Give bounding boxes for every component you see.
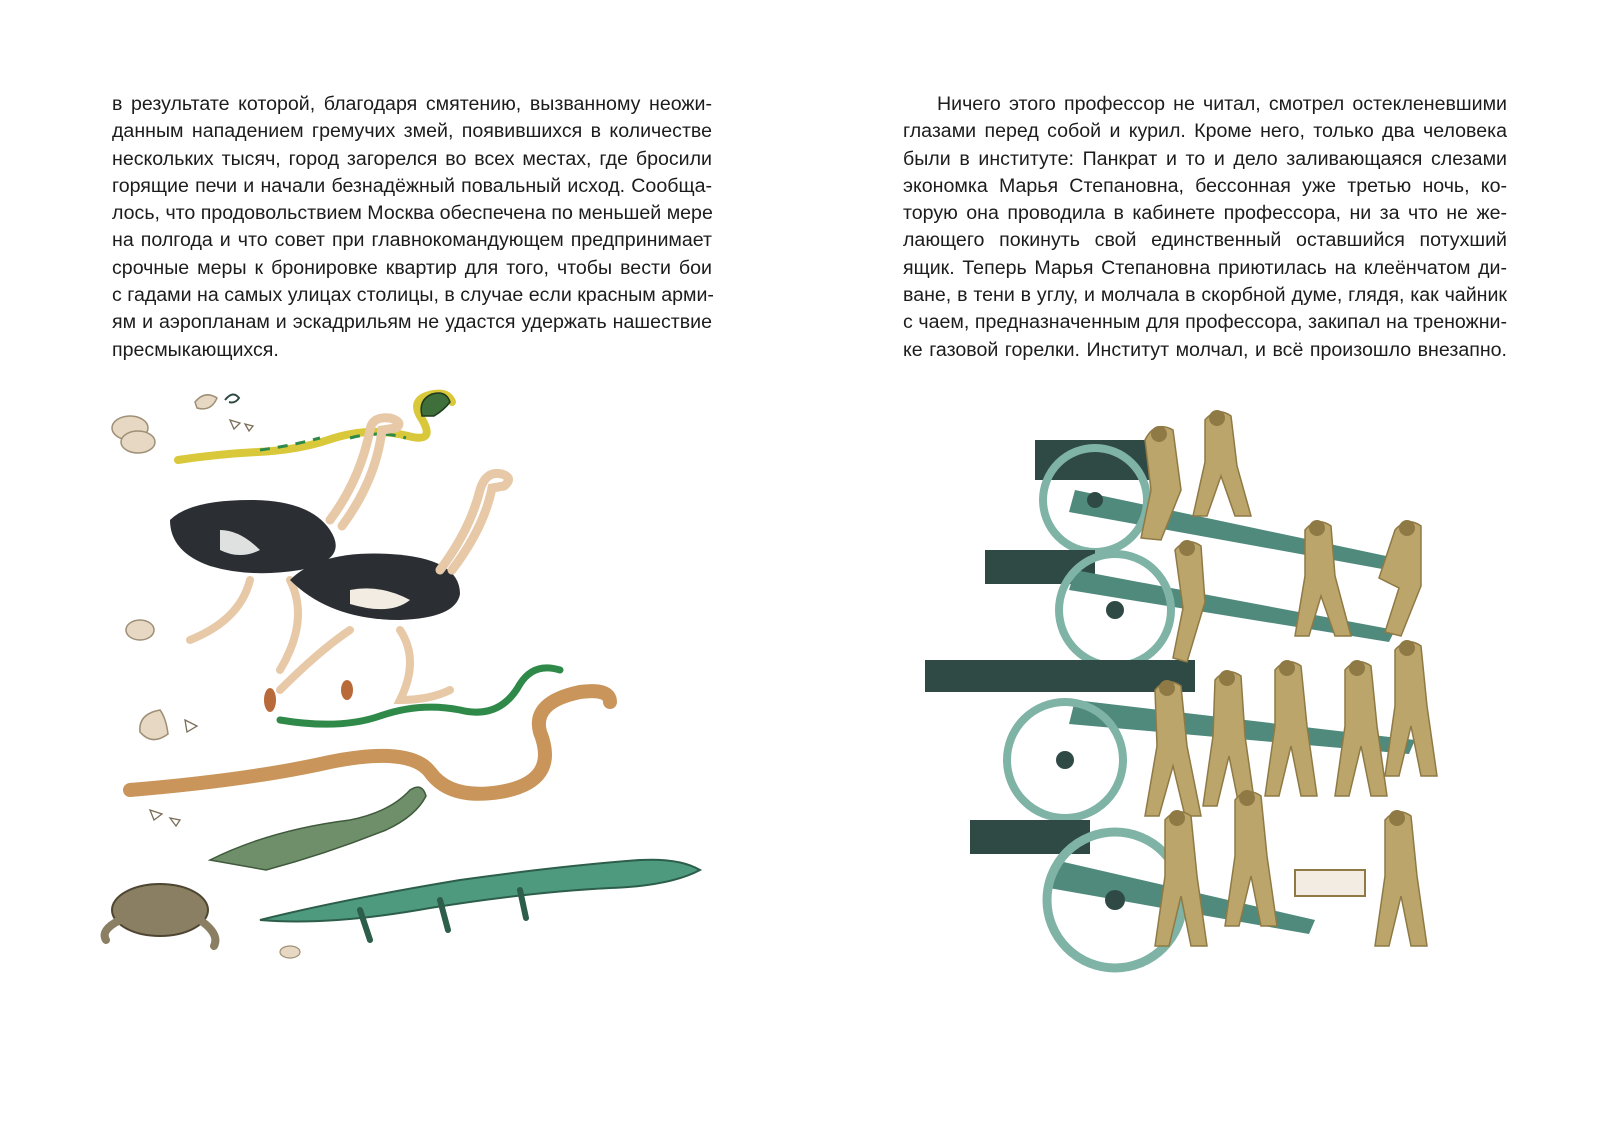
text-line: срочные меры к бронировке квартир для того, чтобы вести бои (112, 256, 712, 279)
text-line: с гадами на самых улицах столицы, в случае если красным арми- (112, 284, 714, 307)
text-line: нескольких тысяч, город загорелся во всех местах, где бросили (112, 147, 712, 170)
text-line: были в институте: Панкрат и то и дело заливающаяся слезами (903, 147, 1507, 170)
text-line: ящик. Теперь Марья Степановна приютилась на клеёнчатом ди- (903, 256, 1507, 279)
text-line: в результате которой, благодаря смятению, вызванному неожи- (112, 93, 712, 115)
text-line: горящие печи и начали безнадёжный повальный исход. Сообща- (112, 174, 712, 197)
text-line: ване, в тени в углу, и молчала в скорбной думе, глядя, как чайник (903, 284, 1507, 307)
text-line: с чаем, предназначенным для профессора, закипал на треножни- (903, 311, 1507, 334)
text-line: лось, что продовольствием Москва обеспечена по меньшей мере (112, 202, 713, 225)
lizard (150, 787, 426, 870)
text-line: торую она проводила в кабинете профессора, ни за что не же- (903, 202, 1507, 225)
reptiles-and-ostriches-illustration (100, 380, 720, 1000)
ostrich-front (280, 473, 509, 700)
python (130, 691, 610, 794)
text-line: ке газовой горелки. Институт молчал, и всё произошло внезапно. (903, 338, 1507, 361)
text-line: пресмыкающихся. (112, 338, 279, 361)
text-line: на полгода и что совет при главнокомандующем предпринимает (112, 229, 712, 252)
egg-cluster-top (112, 394, 253, 453)
left-page-text (112, 91, 712, 364)
soldiers-and-artillery-illustration (915, 400, 1475, 1000)
text-line: ям и аэропланам и эскадрильям не удастся удержать нашествие (112, 311, 712, 334)
turtle (105, 884, 216, 946)
text-line: данным нападением гремучих змей, появившихся в количестве (112, 120, 712, 143)
text-line: экономка Марья Степановна, бессонная уже третью ночь, ко- (903, 174, 1507, 197)
crocodile (260, 860, 700, 958)
text-line: Ничего этого профессор не читал, смотрел остекленевшими (937, 93, 1507, 115)
cobra-snake (178, 393, 452, 460)
text-line: глазами перед собой и курил. Кроме него, только два человека (903, 120, 1507, 143)
text-line: лающего покинуть свой единственный оставшийся потухший (903, 229, 1507, 252)
right-page-text (903, 91, 1507, 364)
